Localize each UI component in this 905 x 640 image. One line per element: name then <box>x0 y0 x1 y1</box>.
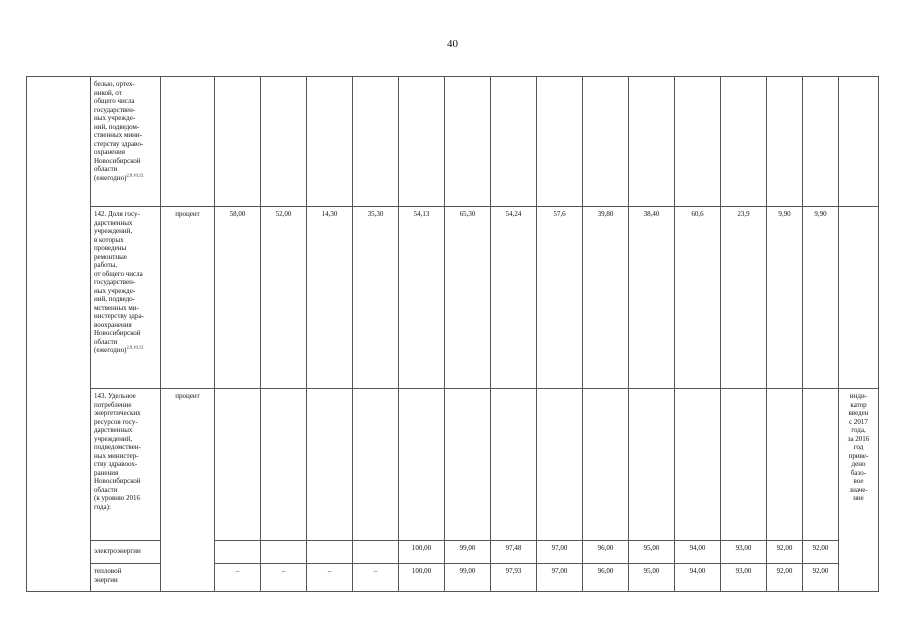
value-cell <box>215 389 261 541</box>
value-cell: 23,9 <box>721 207 767 389</box>
value-cell <box>307 389 353 541</box>
note-text: инди- катор введен с 2017 года, за 2016 год приве- дено базо- вое значе- ние <box>847 392 870 502</box>
page-number: 40 <box>447 38 458 50</box>
value-cell <box>537 77 583 207</box>
value-cell <box>767 77 803 207</box>
value-cell: 99,00 <box>445 541 491 564</box>
value-cell <box>803 77 839 207</box>
value-cell: 93,00 <box>721 564 767 592</box>
value-cell <box>675 389 721 541</box>
indicator-name-cell <box>91 564 161 592</box>
table-row-thermal <box>27 564 879 592</box>
value-cell <box>721 77 767 207</box>
value-cell <box>629 389 675 541</box>
value-cell: 39,80 <box>583 207 629 389</box>
value-cell: 96,00 <box>583 541 629 564</box>
value-cell: 65,30 <box>445 207 491 389</box>
value-cell: 60,6 <box>675 207 721 389</box>
value-cell <box>445 77 491 207</box>
value-cell <box>675 77 721 207</box>
value-cell <box>583 389 629 541</box>
value-cell: – <box>307 564 353 592</box>
value-cell <box>445 389 491 541</box>
footnote-ref: 2,9,10,12 <box>126 172 144 178</box>
value-cell: 52,00 <box>261 207 307 389</box>
value-cell <box>767 389 803 541</box>
value-cell <box>583 77 629 207</box>
unit-cell <box>161 77 215 207</box>
value-cell: 9,90 <box>803 207 839 389</box>
value-cell: 57,6 <box>537 207 583 389</box>
indicator-name-cell <box>91 389 161 541</box>
value-cell: 92,00 <box>803 541 839 564</box>
indicator-name-cell <box>91 207 161 389</box>
footnote-ref: 2,9,10,12 <box>126 344 144 350</box>
indicators-table <box>26 76 879 592</box>
value-cell: 97,48 <box>491 541 537 564</box>
value-cell: 14,30 <box>307 207 353 389</box>
value-cell: 97,00 <box>537 541 583 564</box>
value-cell: – <box>215 564 261 592</box>
value-cell: 9,90 <box>767 207 803 389</box>
value-cell <box>491 77 537 207</box>
value-cell: 95,00 <box>629 564 675 592</box>
indicator-name: 142. Доля госу- дарственных учреждений, в которых проведены ремонтные работы, от общего числа государствен- ных учрежде- ний, подведо- мственных ми- нистерству здра- воохранения Новосибирской области (ежегодно) <box>94 210 144 354</box>
value-cell: 94,00 <box>675 564 721 592</box>
value-cell <box>491 389 537 541</box>
value-cell: 100,00 <box>399 541 445 564</box>
value-cell <box>261 389 307 541</box>
table-row-electricity <box>27 541 879 564</box>
value-cell: 38,40 <box>629 207 675 389</box>
note-cell <box>839 207 879 389</box>
value-cell: 54,13 <box>399 207 445 389</box>
note-cell <box>839 77 879 207</box>
value-cell <box>537 389 583 541</box>
value-cell: 97,00 <box>537 564 583 592</box>
indicator-name: 143. Удельное потребление энергетических ресурсов госу- дарственных учреждений, подведомствен- ных министер- ству здравоох- ранения Новосибирской области (к уровню 2016 года): <box>94 392 141 511</box>
indicator-name-cell <box>91 77 161 207</box>
value-cell <box>215 541 261 564</box>
value-cell <box>629 77 675 207</box>
table-row <box>27 77 879 207</box>
value-cell: 97,93 <box>491 564 537 592</box>
unit-cell: процент <box>161 207 215 389</box>
value-cell: 99,00 <box>445 564 491 592</box>
value-cell: 35,30 <box>353 207 399 389</box>
value-cell: 92,00 <box>767 564 803 592</box>
value-cell <box>803 389 839 541</box>
value-cell: 95,00 <box>629 541 675 564</box>
section-column-cell <box>27 77 91 592</box>
value-cell: 100,00 <box>399 564 445 592</box>
indicator-name: электроэнергии <box>94 547 141 555</box>
value-cell <box>261 541 307 564</box>
value-cell <box>399 389 445 541</box>
indicator-name: тепловой энергии <box>94 567 122 584</box>
value-cell <box>399 77 445 207</box>
value-cell <box>353 77 399 207</box>
value-cell <box>215 77 261 207</box>
indicator-name-cell <box>91 541 161 564</box>
value-cell <box>261 77 307 207</box>
value-cell: 96,00 <box>583 564 629 592</box>
value-cell <box>307 77 353 207</box>
value-cell: 94,00 <box>675 541 721 564</box>
value-cell <box>307 541 353 564</box>
indicator-name: белью, ортех- никой, от общего числа государствен- ных учрежде- ний, подведом- ственных мини- стерству здраво- охранения Новосибирской области (ежегодно) <box>94 80 144 182</box>
value-cell: 92,00 <box>767 541 803 564</box>
value-cell: – <box>261 564 307 592</box>
note-cell <box>839 389 879 592</box>
value-cell: 92,00 <box>803 564 839 592</box>
value-cell <box>353 389 399 541</box>
value-cell <box>721 389 767 541</box>
value-cell: 54,24 <box>491 207 537 389</box>
value-cell <box>353 541 399 564</box>
value-cell: 93,00 <box>721 541 767 564</box>
table-row-142 <box>27 207 879 389</box>
value-cell: – <box>353 564 399 592</box>
unit-cell: процент <box>161 389 215 592</box>
table-row-143 <box>27 389 879 541</box>
value-cell: 58,00 <box>215 207 261 389</box>
